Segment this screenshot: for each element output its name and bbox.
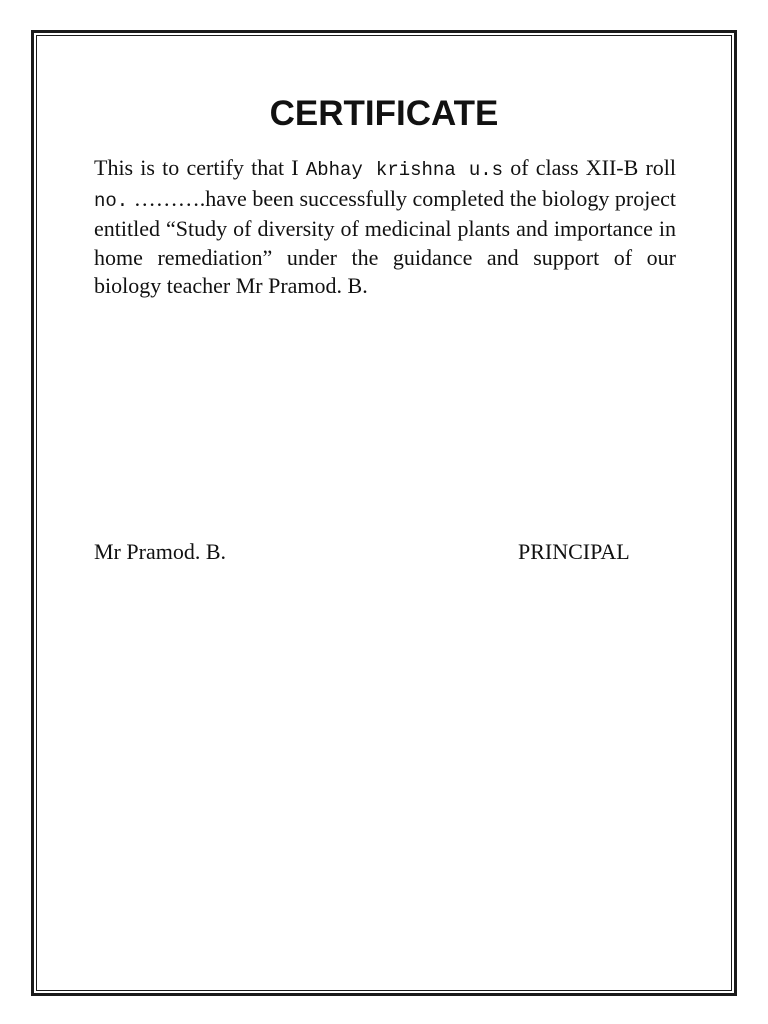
- body-class-roll: of class XII-B roll: [510, 155, 677, 180]
- student-name: Abhay krishna u.s: [305, 159, 504, 181]
- principal-signature-label: PRINCIPAL: [518, 539, 630, 564]
- body-intro: This is to certify that I: [94, 155, 299, 180]
- teacher-signature-label: Mr Pramod. B.: [94, 539, 226, 564]
- body-remainder: .have been successfully completed the biology project entitled “Study of diversity of medicinal plants and importance in home remediation” under the guidance and support of our biology teacher Mr Pramod. B.: [94, 185, 677, 298]
- roll-label: no.: [94, 189, 129, 212]
- certificate-title: CERTIFICATE: [269, 94, 499, 133]
- certificate-body: [94, 154, 676, 301]
- roll-number-blank: ………: [133, 185, 200, 211]
